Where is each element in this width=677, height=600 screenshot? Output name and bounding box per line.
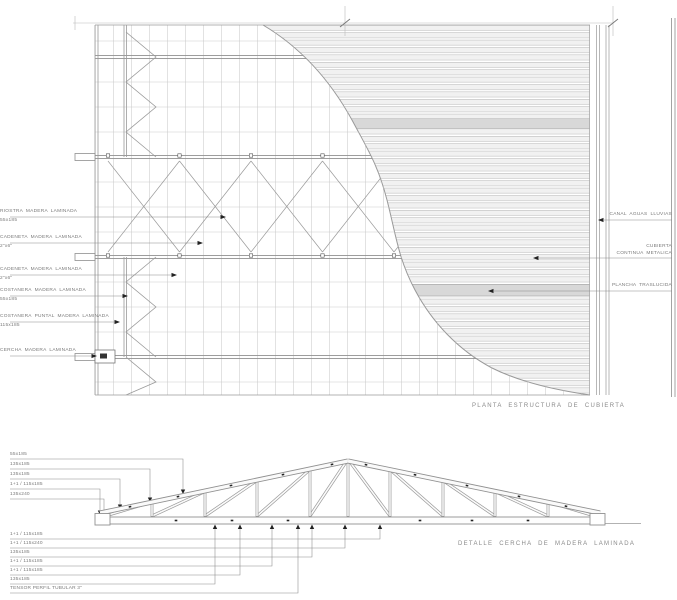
- truss-label-lower-1: 1+1 / 115x185: [10, 532, 43, 537]
- label-size: 2"x6": [0, 275, 13, 281]
- label-text: CANAL AGUAS LLUVIAS: [609, 212, 672, 217]
- label-text: CERCHA MADERA LAMINADA: [0, 348, 76, 353]
- plan-label-canal: [542, 212, 672, 219]
- truss-label-lower-2: 1+1 / 115x240: [10, 541, 43, 546]
- truss-label-lower-5: 1+1 / 115x185: [10, 568, 43, 573]
- label-text: CADENETA MADERA LAMINADA: [0, 267, 82, 272]
- truss-label-upper-1: 55x185: [10, 452, 27, 457]
- plan-label-cubierta: [542, 244, 672, 257]
- label-text: CADENETA MADERA LAMINADA: [0, 235, 82, 240]
- label-text: CUBIERTA: [646, 244, 672, 249]
- truss-label-lower-6: 135x185: [10, 577, 30, 582]
- right-support: [590, 514, 605, 526]
- truss-label-upper-4: 1+1 / 115x185: [10, 482, 43, 487]
- label-size: 115x185: [0, 322, 20, 328]
- plan-label-cadeneta-2: [0, 267, 82, 281]
- truss-label-upper-5: 135x240: [10, 492, 30, 497]
- label-size: 55x185: [0, 217, 18, 223]
- plan-label-cercha: [0, 348, 76, 357]
- plan-label-cadeneta-1: [0, 235, 82, 249]
- truss-label-upper-3: 135x185: [10, 472, 30, 477]
- cercha-end-mark: [100, 354, 107, 359]
- plan-label-riostra: [0, 209, 77, 223]
- label-size: 2"x6": [0, 243, 13, 249]
- truss-diagonals: [105, 462, 595, 516]
- label-text: RIOSTRA MADERA LAMINADA: [0, 209, 78, 214]
- truss-label-lower-7: TENSOR PERFIL TUBULAR 3": [10, 586, 83, 591]
- sheet-margin-lines: [672, 18, 676, 397]
- truss-caption: DETALLE CERCHA DE MADERA LAMINADA: [458, 541, 636, 547]
- left-support: [95, 514, 110, 526]
- plan-label-plancha: [542, 283, 672, 290]
- truss-label-lower-4: 1+1 / 115x185: [10, 559, 43, 564]
- gutter-lines: [597, 25, 610, 395]
- label-text: CONTINUA METALICA: [616, 251, 672, 256]
- label-text: PLANCHA TRASLUCIDA: [611, 283, 672, 288]
- label-text: COSTANERA MADERA LAMINADA: [0, 288, 86, 293]
- truss: [95, 461, 641, 525]
- label-text: COSTANERA PUNTAL MADERA LAMINADA: [0, 314, 109, 319]
- plan-label-costanera-puntal: [0, 314, 109, 328]
- truss-label-lower-3: 135x185: [10, 550, 30, 555]
- plan-caption: PLANTA ESTRUCTURA DE CUBIERTA: [472, 403, 626, 409]
- label-size: 55x185: [0, 296, 18, 302]
- truss-label-upper-2: 135x185: [10, 462, 30, 467]
- truss-leaders: [10, 459, 382, 593]
- plan-label-costanera: [0, 288, 86, 302]
